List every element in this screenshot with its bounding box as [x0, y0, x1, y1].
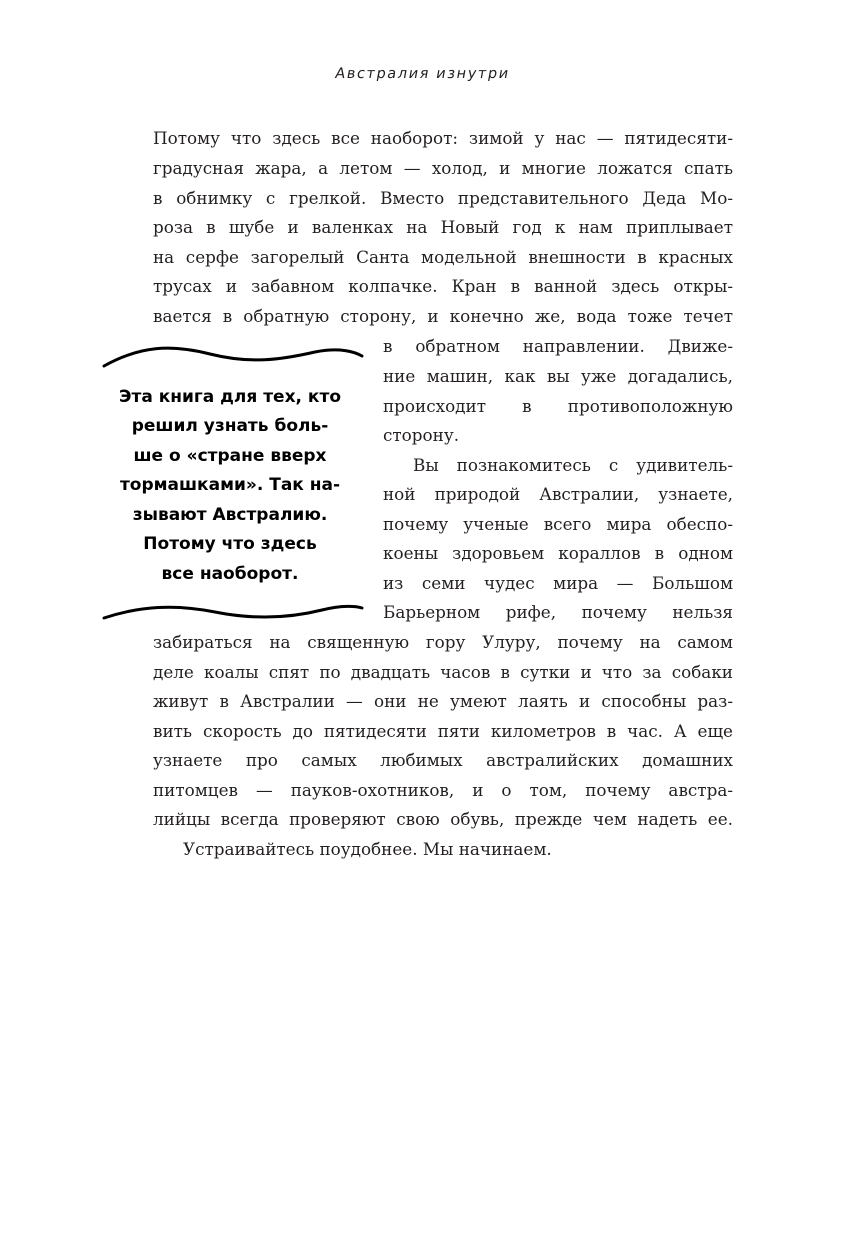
- pull-quote-line: Эта книга для тех, кто: [119, 387, 341, 407]
- body-line: Устраивайтесь поудобнее. Мы начинаем.: [183, 839, 552, 859]
- body-line: Вы познакомитесь с удивитель-: [413, 455, 733, 475]
- body-line: живут в Австралии — они не умеют лаять и способны раз-: [153, 691, 733, 711]
- body-line: трусах и забавном колпачке. Кран в ванной здесь откры-: [153, 276, 733, 296]
- body-line: в обнимку с грелкой. Вместо представительного Деда Мо-: [153, 188, 733, 208]
- pull-quote-line: ше о «стране вверх: [133, 446, 327, 466]
- body-line: узнаете про самых любимых австралийских домашних: [153, 750, 733, 770]
- body-line: ние машин, как вы уже догадались,: [383, 366, 733, 386]
- body-line: в обратном направлении. Движе-: [383, 336, 733, 356]
- body-line: роза в шубе и валенках на Новый год к нам приплывает: [153, 217, 733, 237]
- body-line: на серфе загорелый Санта модельной внешности в красных: [153, 247, 733, 267]
- pull-quote-line: Потому что здесь: [143, 534, 317, 554]
- body-line: вается в обратную сторону, и конечно же, вода тоже течет: [153, 306, 733, 326]
- wave-divider-bottom: [100, 596, 366, 630]
- body-line: деле коалы спят по двадцать часов в сутки и что за собаки: [153, 662, 733, 682]
- body-line: ной природой Австралии, узнаете,: [383, 484, 733, 504]
- wave-divider-top: [100, 338, 366, 372]
- body-line: вить скорость до пятидесяти пяти километров в час. А еще: [153, 721, 733, 741]
- body-line: происходит в противоположную: [383, 396, 733, 416]
- body-line: сторону.: [383, 425, 460, 445]
- body-line: градусная жара, а летом — холод, и многие ложатся спать: [153, 158, 733, 178]
- body-line: лийцы всегда проверяют свою обувь, прежде чем надеть ее.: [153, 809, 733, 829]
- body-line: коены здоровьем кораллов в одном: [383, 543, 733, 563]
- body-line: Потому что здесь все наоборот: зимой у нас — пятидесяти-: [153, 128, 733, 148]
- body-line: Барьерном рифе, почему нельзя: [383, 602, 733, 622]
- pull-quote-line: все наоборот.: [161, 564, 299, 584]
- pull-quote-line: решил узнать боль-: [131, 416, 329, 436]
- pull-quote-line: зывают Австралию.: [132, 505, 328, 525]
- body-line: почему ученые всего мира обеспо-: [383, 514, 733, 534]
- body-line: из семи чудес мира — Большом: [383, 573, 733, 593]
- body-line: питомцев — пауков-охотников, и о том, почему австра-: [153, 780, 733, 800]
- pull-quote-line: тормашками». Так на-: [119, 475, 341, 495]
- body-line: забираться на священную гору Улуру, почему на самом: [153, 632, 733, 652]
- running-head: Австралия изнутри: [333, 66, 512, 82]
